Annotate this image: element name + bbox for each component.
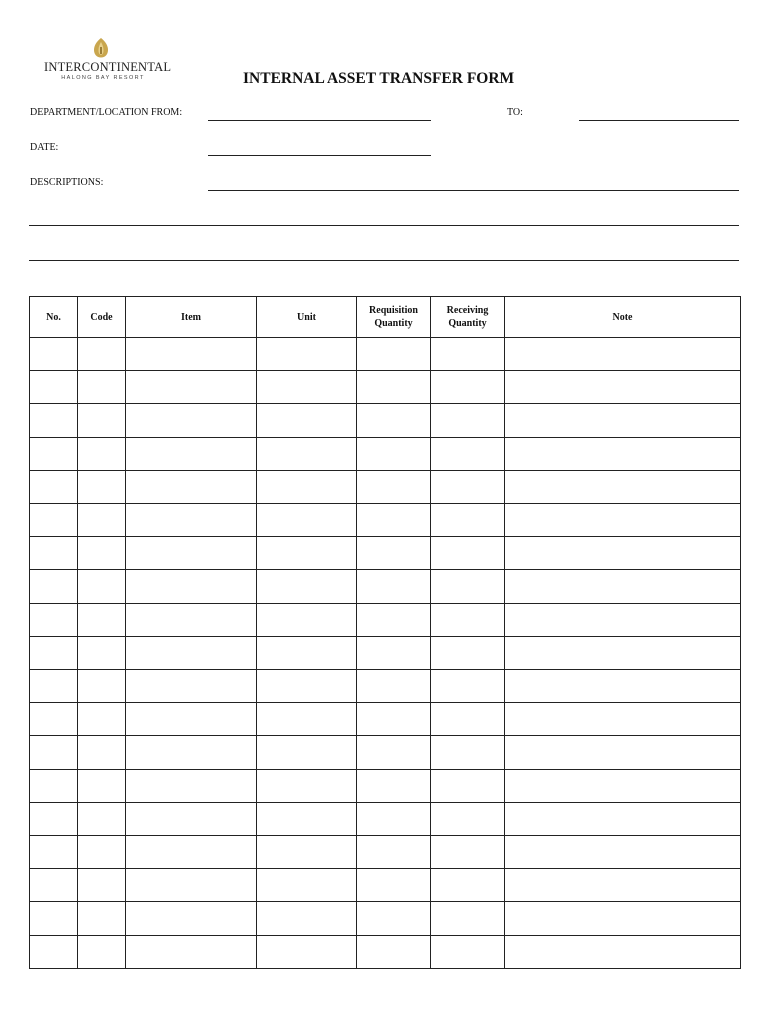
table-cell-no[interactable]	[30, 802, 78, 835]
table-cell-requisition-quantity[interactable]	[357, 736, 431, 769]
table-cell-item[interactable]	[126, 338, 257, 371]
table-cell-no[interactable]	[30, 470, 78, 503]
table-cell-unit[interactable]	[257, 902, 357, 935]
table-cell-unit[interactable]	[257, 736, 357, 769]
table-cell-note[interactable]	[505, 636, 741, 669]
table-cell-receiving-quantity[interactable]	[431, 935, 505, 968]
table-cell-receiving-quantity[interactable]	[431, 836, 505, 869]
table-cell-note[interactable]	[505, 736, 741, 769]
table-cell-item[interactable]	[126, 703, 257, 736]
to-label: TO:	[507, 107, 523, 118]
table-cell-note[interactable]	[505, 703, 741, 736]
table-row	[30, 338, 741, 371]
intercontinental-logo	[44, 38, 172, 86]
table-cell-unit[interactable]	[257, 470, 357, 503]
table-cell-code[interactable]	[78, 437, 126, 470]
table-cell-receiving-quantity[interactable]	[431, 869, 505, 902]
column-header-receiving-quantity: Receiving Quantity	[431, 297, 505, 338]
table-cell-no[interactable]	[30, 736, 78, 769]
table-cell-item[interactable]	[126, 437, 257, 470]
table-cell-requisition-quantity[interactable]	[357, 338, 431, 371]
table-cell-receiving-quantity[interactable]	[431, 802, 505, 835]
table-cell-no[interactable]	[30, 404, 78, 437]
table-cell-code[interactable]	[78, 570, 126, 603]
table-row	[30, 802, 741, 835]
table-cell-unit[interactable]	[257, 504, 357, 537]
table-cell-code[interactable]	[78, 736, 126, 769]
logo-subtitle: HALONG BAY RESORT	[61, 75, 145, 81]
table-row	[30, 836, 741, 869]
table-cell-unit[interactable]	[257, 802, 357, 835]
table-cell-no[interactable]	[30, 371, 78, 404]
table-row	[30, 371, 741, 404]
table-cell-requisition-quantity[interactable]	[357, 470, 431, 503]
table-cell-code[interactable]	[78, 537, 126, 570]
asset-transfer-table	[29, 296, 741, 969]
table-row	[30, 769, 741, 802]
table-cell-receiving-quantity[interactable]	[431, 404, 505, 437]
table-row	[30, 636, 741, 669]
to-field[interactable]	[579, 120, 739, 121]
table-cell-no[interactable]	[30, 338, 78, 371]
column-header-unit: Unit	[257, 297, 357, 338]
table-cell-note[interactable]	[505, 338, 741, 371]
table-cell-requisition-quantity[interactable]	[357, 537, 431, 570]
table-cell-code[interactable]	[78, 703, 126, 736]
column-header-code: Code	[78, 297, 126, 338]
table-cell-receiving-quantity[interactable]	[431, 504, 505, 537]
table-cell-no[interactable]	[30, 437, 78, 470]
table-cell-item[interactable]	[126, 371, 257, 404]
column-header-requisition-quantity: Requisition Quantity	[357, 297, 431, 338]
table-cell-unit[interactable]	[257, 371, 357, 404]
table-cell-unit[interactable]	[257, 836, 357, 869]
table-cell-item[interactable]	[126, 636, 257, 669]
table-cell-requisition-quantity[interactable]	[357, 636, 431, 669]
table-cell-receiving-quantity[interactable]	[431, 371, 505, 404]
table-cell-receiving-quantity[interactable]	[431, 470, 505, 503]
table-cell-requisition-quantity[interactable]	[357, 603, 431, 636]
table-cell-requisition-quantity[interactable]	[357, 836, 431, 869]
table-cell-receiving-quantity[interactable]	[431, 736, 505, 769]
table-cell-receiving-quantity[interactable]	[431, 703, 505, 736]
table-row	[30, 603, 741, 636]
table-cell-item[interactable]	[126, 802, 257, 835]
table-cell-no[interactable]	[30, 769, 78, 802]
table-cell-code[interactable]	[78, 869, 126, 902]
table-cell-receiving-quantity[interactable]	[431, 636, 505, 669]
table-header-row	[30, 297, 741, 338]
department-from-label: DEPARTMENT/LOCATION FROM:	[30, 107, 183, 118]
table-cell-no[interactable]	[30, 902, 78, 935]
table-cell-unit[interactable]	[257, 404, 357, 437]
table-cell-item[interactable]	[126, 902, 257, 935]
table-cell-unit[interactable]	[257, 437, 357, 470]
table-cell-code[interactable]	[78, 670, 126, 703]
table-cell-unit[interactable]	[257, 703, 357, 736]
column-header-no: No.	[30, 297, 78, 338]
table-cell-item[interactable]	[126, 769, 257, 802]
table-cell-requisition-quantity[interactable]	[357, 769, 431, 802]
table-cell-note[interactable]	[505, 537, 741, 570]
table-cell-unit[interactable]	[257, 769, 357, 802]
table-cell-item[interactable]	[126, 404, 257, 437]
descriptions-field-line-2[interactable]	[29, 225, 739, 226]
table-cell-code[interactable]	[78, 371, 126, 404]
table-cell-unit[interactable]	[257, 636, 357, 669]
table-cell-receiving-quantity[interactable]	[431, 902, 505, 935]
table-cell-note[interactable]	[505, 371, 741, 404]
table-row	[30, 902, 741, 935]
table-cell-item[interactable]	[126, 470, 257, 503]
table-cell-note[interactable]	[505, 404, 741, 437]
table-cell-requisition-quantity[interactable]	[357, 703, 431, 736]
table-cell-note[interactable]	[505, 869, 741, 902]
table-cell-note[interactable]	[505, 902, 741, 935]
table-cell-item[interactable]	[126, 537, 257, 570]
table-cell-receiving-quantity[interactable]	[431, 769, 505, 802]
table-cell-receiving-quantity[interactable]	[431, 537, 505, 570]
table-cell-receiving-quantity[interactable]	[431, 603, 505, 636]
table-cell-code[interactable]	[78, 769, 126, 802]
table-cell-no[interactable]	[30, 570, 78, 603]
table-cell-item[interactable]	[126, 670, 257, 703]
table-cell-receiving-quantity[interactable]	[431, 570, 505, 603]
table-cell-note[interactable]	[505, 769, 741, 802]
table-cell-item[interactable]	[126, 736, 257, 769]
table-cell-code[interactable]	[78, 470, 126, 503]
table-row	[30, 437, 741, 470]
table-cell-unit[interactable]	[257, 869, 357, 902]
table-cell-item[interactable]	[126, 869, 257, 902]
table-cell-requisition-quantity[interactable]	[357, 869, 431, 902]
department-from-field[interactable]	[208, 120, 431, 121]
table-cell-unit[interactable]	[257, 338, 357, 371]
table-cell-requisition-quantity[interactable]	[357, 371, 431, 404]
table-row	[30, 504, 741, 537]
date-field[interactable]	[208, 155, 431, 156]
table-cell-requisition-quantity[interactable]	[357, 437, 431, 470]
table-row	[30, 869, 741, 902]
table-cell-code[interactable]	[78, 836, 126, 869]
table-cell-requisition-quantity[interactable]	[357, 802, 431, 835]
table-cell-item[interactable]	[126, 504, 257, 537]
table-cell-requisition-quantity[interactable]	[357, 504, 431, 537]
table-cell-no[interactable]	[30, 869, 78, 902]
table-cell-code[interactable]	[78, 636, 126, 669]
table-cell-item[interactable]	[126, 935, 257, 968]
table-cell-requisition-quantity[interactable]	[357, 935, 431, 968]
table-cell-note[interactable]	[505, 670, 741, 703]
table-cell-unit[interactable]	[257, 670, 357, 703]
table-row	[30, 736, 741, 769]
table-cell-no[interactable]	[30, 670, 78, 703]
table-cell-receiving-quantity[interactable]	[431, 437, 505, 470]
table-cell-receiving-quantity[interactable]	[431, 670, 505, 703]
form-title: INTERNAL ASSET TRANSFER FORM	[243, 70, 515, 87]
table-cell-note[interactable]	[505, 603, 741, 636]
table-cell-no[interactable]	[30, 537, 78, 570]
logo-wordmark: INTERCONTINENTAL	[44, 60, 172, 74]
table-cell-code[interactable]	[78, 603, 126, 636]
table-cell-code[interactable]	[78, 504, 126, 537]
column-header-note: Note	[505, 297, 741, 338]
table-body	[30, 338, 741, 969]
table-cell-no[interactable]	[30, 703, 78, 736]
table-cell-unit[interactable]	[257, 935, 357, 968]
table-cell-note[interactable]	[505, 470, 741, 503]
table-row	[30, 470, 741, 503]
table-cell-unit[interactable]	[257, 570, 357, 603]
table-cell-no[interactable]	[30, 836, 78, 869]
table-cell-item[interactable]	[126, 836, 257, 869]
candle-flame-emblem-icon	[93, 38, 109, 58]
table-cell-note[interactable]	[505, 802, 741, 835]
table-cell-requisition-quantity[interactable]	[357, 670, 431, 703]
table-cell-receiving-quantity[interactable]	[431, 338, 505, 371]
table-cell-code[interactable]	[78, 404, 126, 437]
descriptions-field-line-3[interactable]	[29, 260, 739, 261]
descriptions-field-line-1[interactable]	[208, 190, 739, 191]
table-cell-item[interactable]	[126, 570, 257, 603]
date-label: DATE:	[30, 142, 59, 153]
table-cell-requisition-quantity[interactable]	[357, 404, 431, 437]
table-cell-code[interactable]	[78, 338, 126, 371]
table-cell-note[interactable]	[505, 504, 741, 537]
table-cell-code[interactable]	[78, 902, 126, 935]
table-cell-item[interactable]	[126, 603, 257, 636]
table-cell-note[interactable]	[505, 935, 741, 968]
table-cell-note[interactable]	[505, 570, 741, 603]
table-cell-unit[interactable]	[257, 603, 357, 636]
table-cell-code[interactable]	[78, 802, 126, 835]
table-row	[30, 404, 741, 437]
table-cell-no[interactable]	[30, 504, 78, 537]
table-cell-note[interactable]	[505, 836, 741, 869]
table-cell-unit[interactable]	[257, 537, 357, 570]
table-cell-note[interactable]	[505, 437, 741, 470]
table-cell-requisition-quantity[interactable]	[357, 570, 431, 603]
table-row	[30, 570, 741, 603]
table-row	[30, 703, 741, 736]
table-cell-requisition-quantity[interactable]	[357, 902, 431, 935]
table-row	[30, 537, 741, 570]
table-row	[30, 935, 741, 968]
table-cell-no[interactable]	[30, 636, 78, 669]
column-header-item: Item	[126, 297, 257, 338]
table-row	[30, 670, 741, 703]
table-cell-code[interactable]	[78, 935, 126, 968]
table-cell-no[interactable]	[30, 935, 78, 968]
descriptions-label: DESCRIPTIONS:	[30, 177, 104, 188]
table-cell-no[interactable]	[30, 603, 78, 636]
